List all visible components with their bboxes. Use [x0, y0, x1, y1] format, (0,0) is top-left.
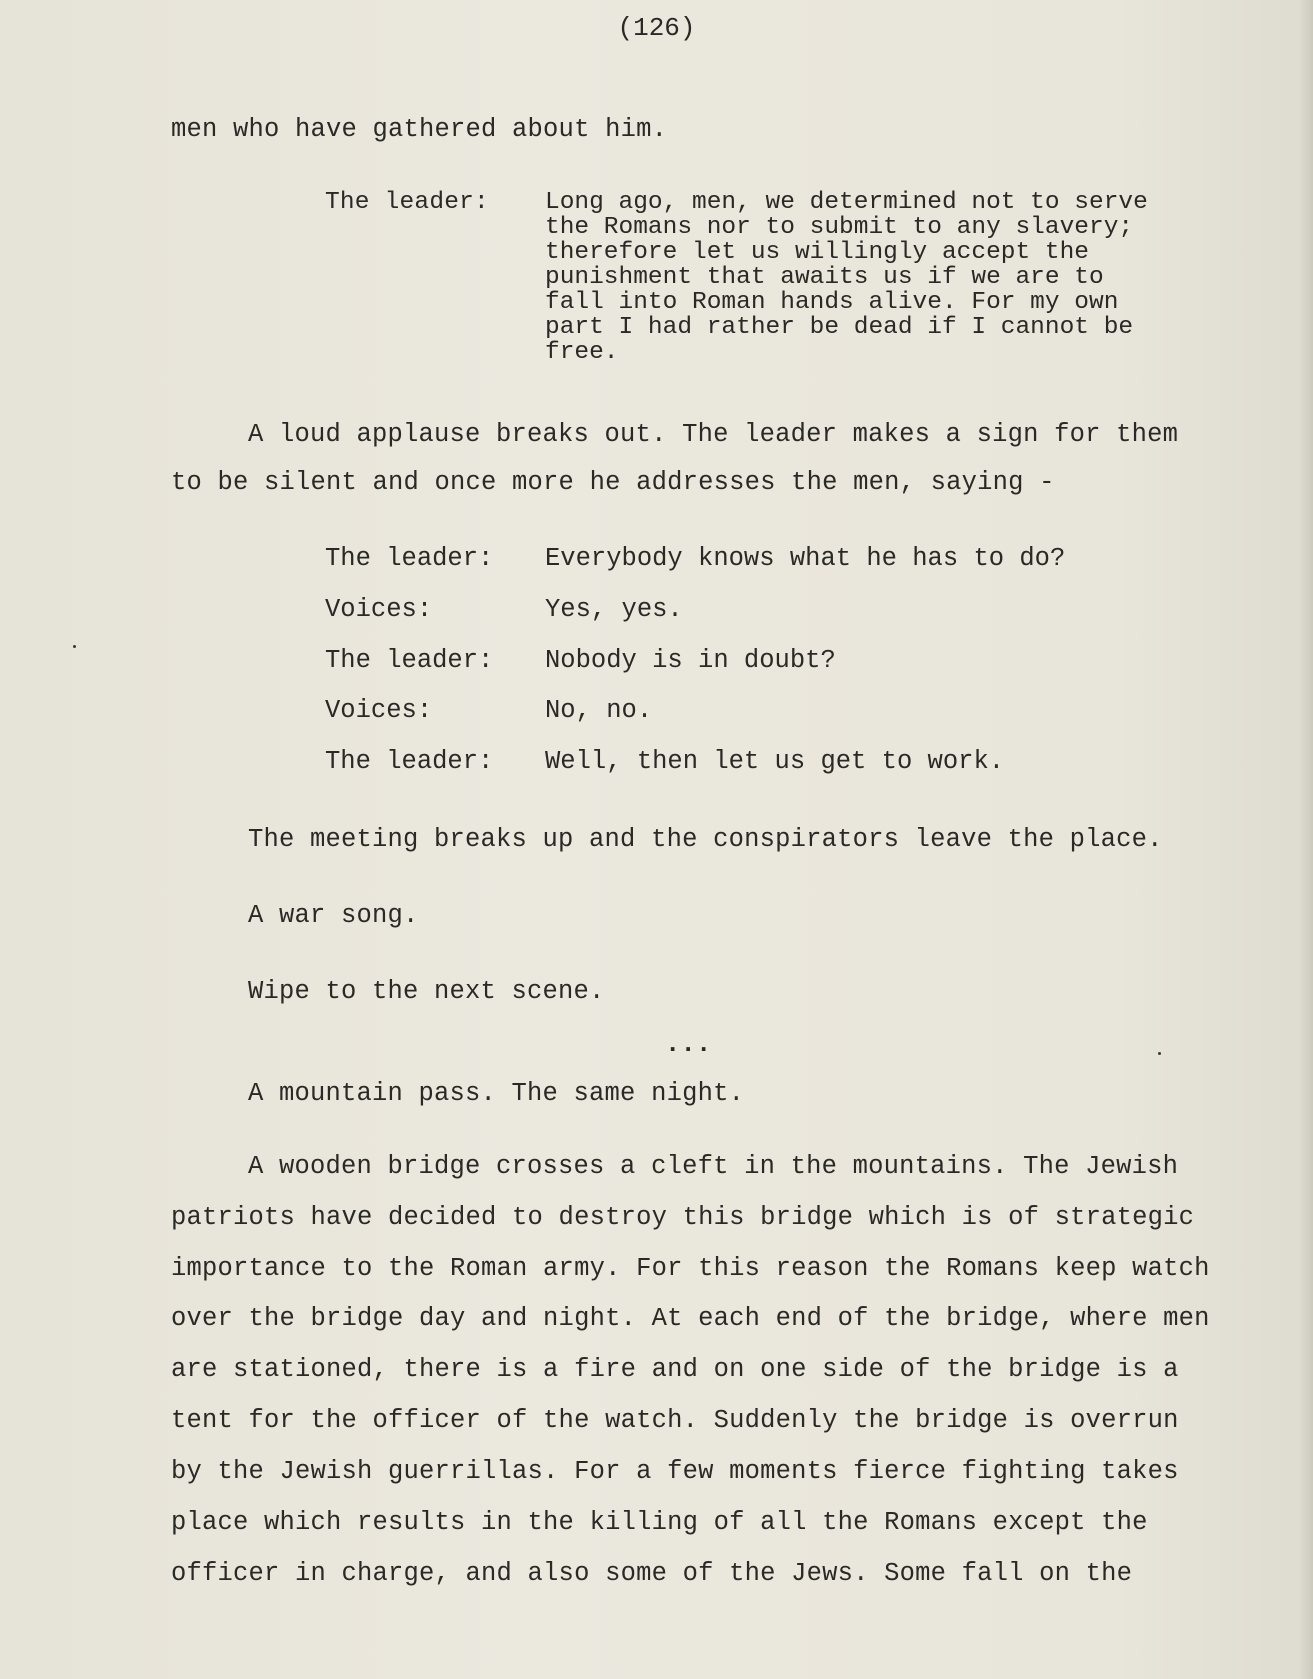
dialogue-line: Yes, yes.	[545, 595, 683, 624]
applause-line: A loud applause breaks out. The leader makes a sign for them	[248, 420, 1179, 449]
speech-text	[545, 190, 1205, 365]
bridge-line: place which results in the killing of all the Romans except the	[171, 1508, 1148, 1537]
dialogue-speaker: Voices:	[325, 595, 433, 624]
speech-line: the Romans nor to submit to any slavery;	[545, 214, 1134, 241]
bridge-line: by the Jewish guerrillas. For a few moments fierce fighting takes	[171, 1457, 1179, 1486]
page-edge-shadow	[1299, 0, 1313, 1679]
dialogue-line: Everybody knows what he has to do?	[545, 544, 1066, 573]
bridge-line: tent for the officer of the watch. Suddenly the bridge is overrun	[171, 1406, 1179, 1435]
dialogue-line: No, no.	[545, 696, 653, 725]
dialogue-line: Nobody is in doubt?	[545, 646, 836, 675]
opening-line: men who have gathered about him.	[171, 115, 668, 144]
wipe-line: Wipe to the next scene.	[248, 977, 605, 1006]
speech-line: punishment that awaits us if we are to	[545, 264, 1104, 291]
bridge-line: patriots have decided to destroy this bridge which is of strategic	[171, 1203, 1195, 1232]
bridge-line: over the bridge day and night. At each end of the bridge, where men	[171, 1304, 1210, 1333]
speech-speaker: The leader:	[325, 189, 489, 216]
bridge-line: importance to the Roman army. For this reason the Romans keep watch	[171, 1254, 1210, 1283]
scene-heading: A mountain pass. The same night.	[248, 1079, 745, 1108]
speech-line: Long ago, men, we determined not to serve	[545, 189, 1148, 216]
speech-line: free.	[545, 339, 619, 366]
bridge-line: are stationed, there is a fire and on one side of the bridge is a	[171, 1355, 1179, 1384]
scene-separator: ...	[665, 1030, 712, 1059]
speech-line: fall into Roman hands alive. For my own	[545, 289, 1119, 316]
dialogue-speaker: The leader:	[325, 544, 494, 573]
war-song-line: A war song.	[248, 901, 419, 930]
dialogue-speaker: Voices:	[325, 696, 433, 725]
dialogue-speaker: The leader:	[325, 646, 494, 675]
applause-line: to be silent and once more he addresses the men, saying -	[171, 468, 1055, 497]
page-number: (126)	[617, 13, 696, 43]
bridge-line: A wooden bridge crosses a cleft in the mountains. The Jewish	[248, 1152, 1179, 1181]
dialogue-line: Well, then let us get to work.	[545, 747, 1005, 776]
speech-line: therefore let us willingly accept the	[545, 239, 1089, 266]
paper-speck	[1158, 1052, 1161, 1055]
paper-speck	[73, 645, 76, 648]
bridge-line: officer in charge, and also some of the Jews. Some fall on the	[171, 1559, 1133, 1588]
meeting-breaks-line: The meeting breaks up and the conspirators leave the place.	[248, 825, 1163, 854]
dialogue-speaker: The leader:	[325, 747, 494, 776]
speech-line: part I had rather be dead if I cannot be	[545, 314, 1134, 341]
